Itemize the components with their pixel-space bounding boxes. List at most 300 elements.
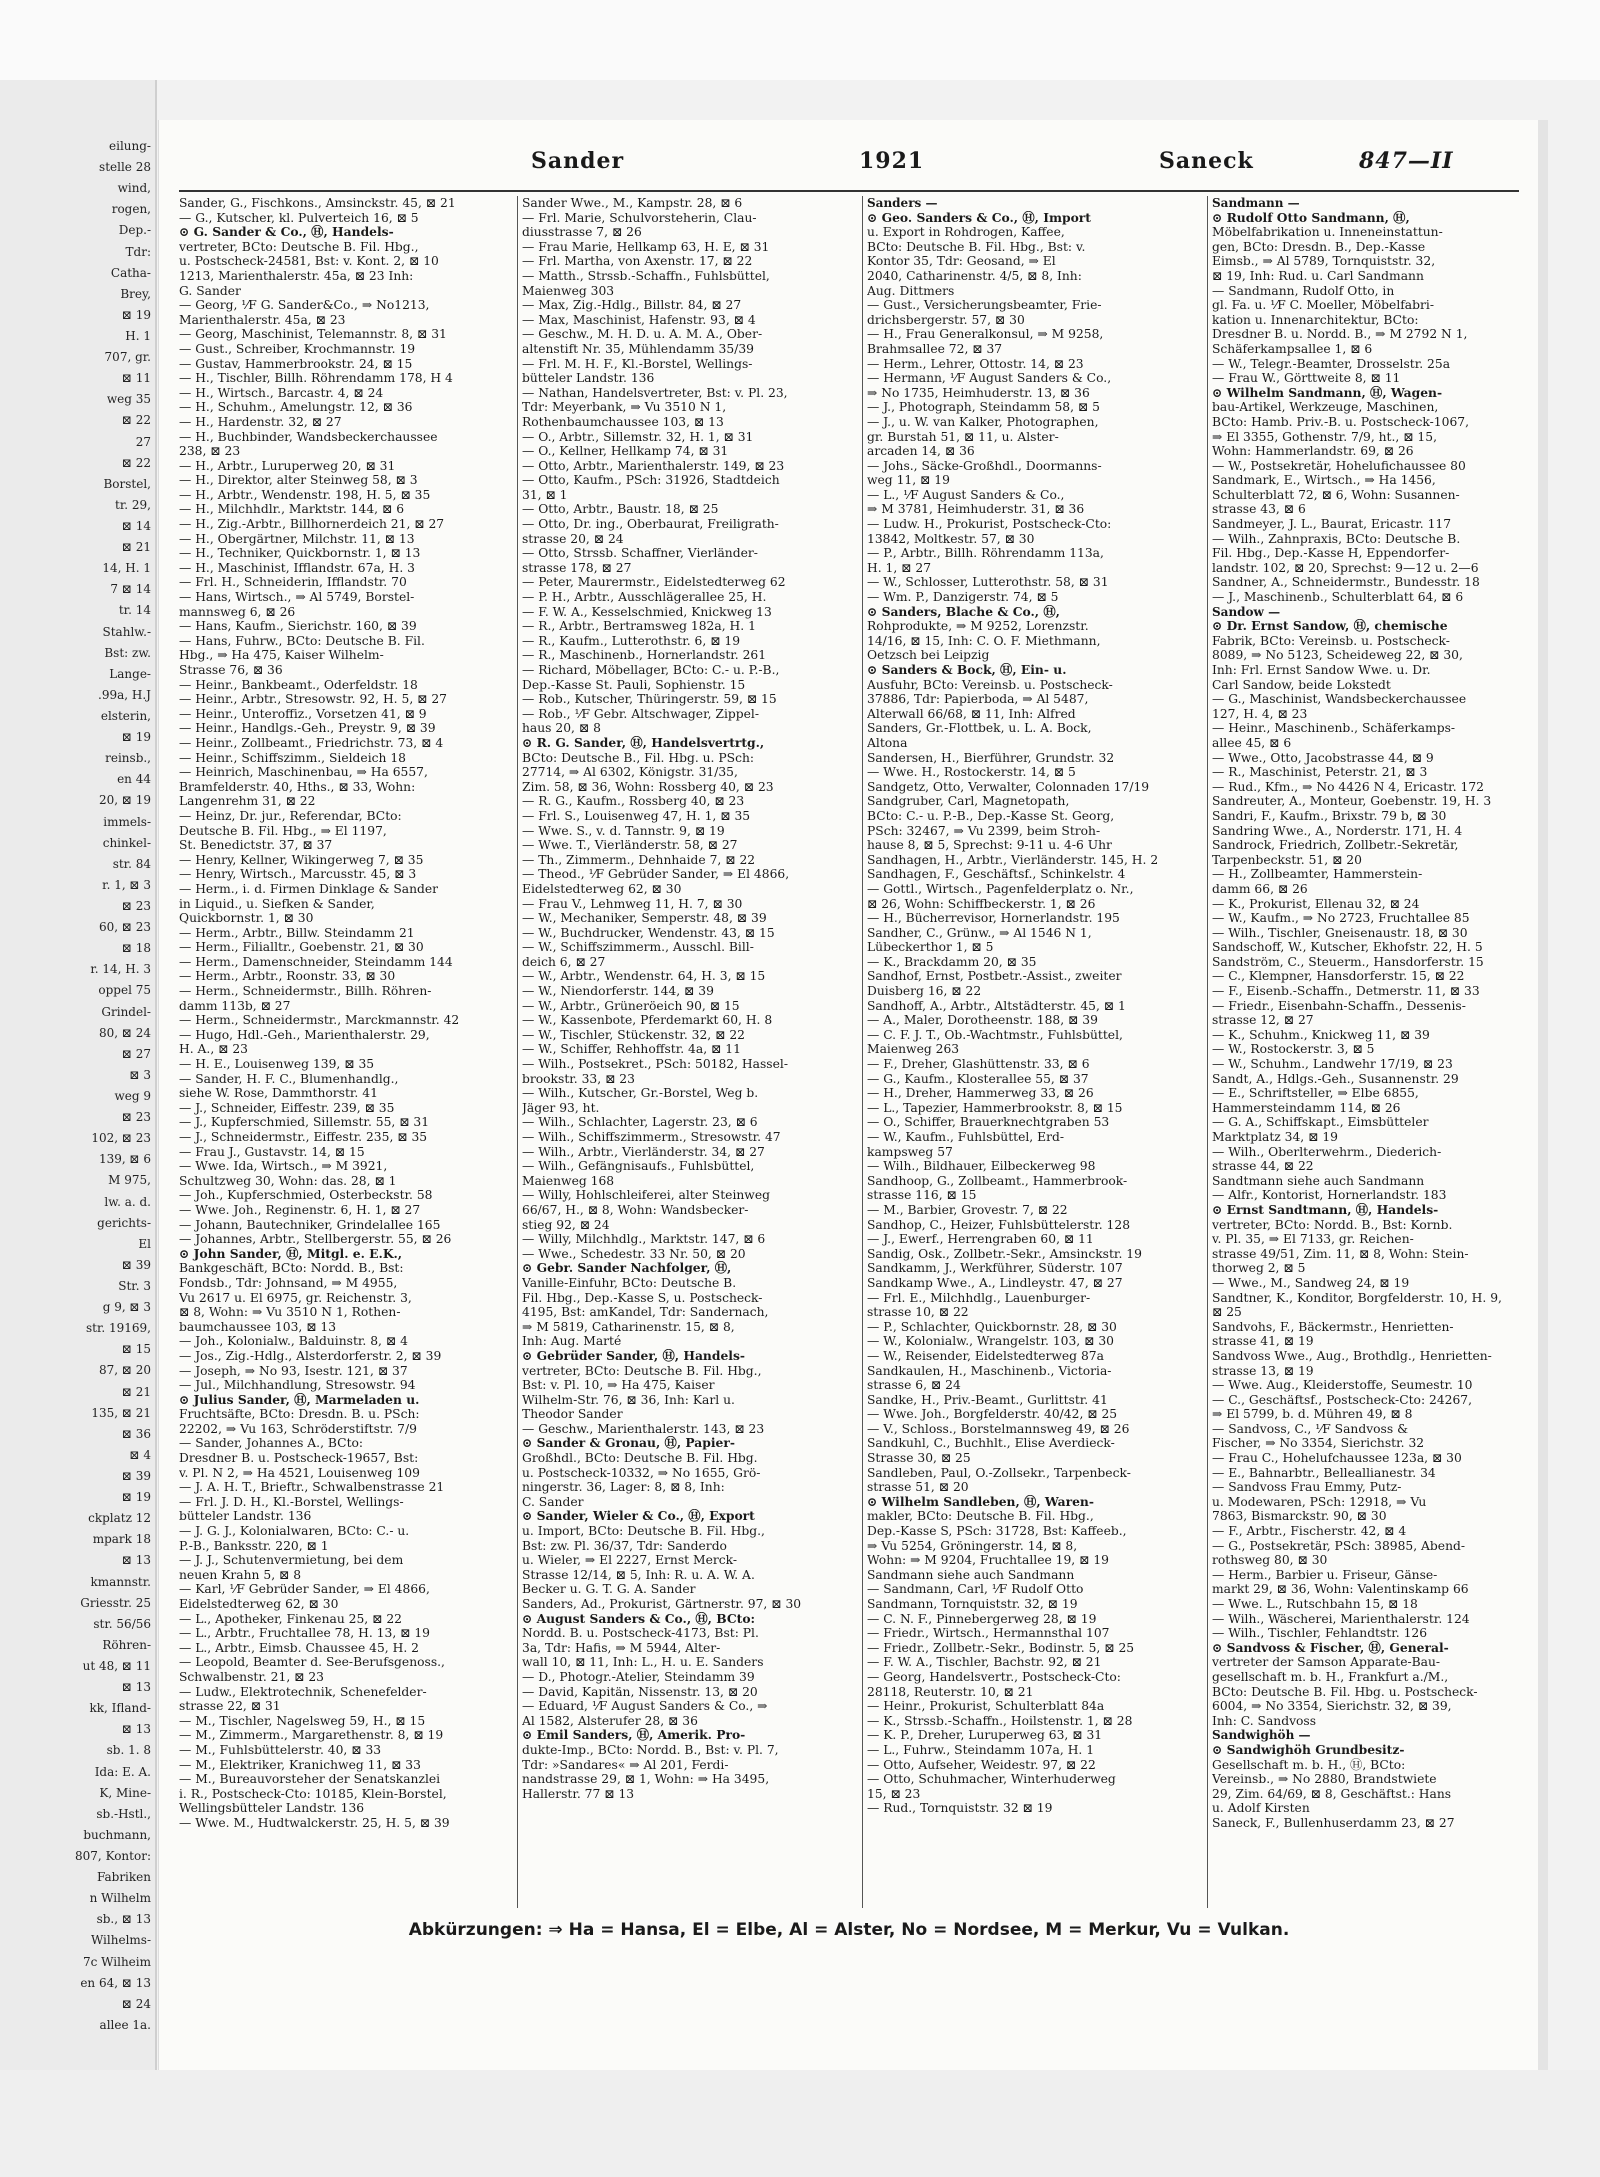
directory-entry-line: Jäger 93, ht. [522,1100,600,1115]
directory-entry-line: — H., Dreher, Hammerweg 33, ⊠ 26 [867,1086,1094,1101]
directory-entry-line: makler, BCto: Deutsche B. Fil. Hbg., [867,1509,1094,1524]
directory-entry-line: — Wwe. M., Hudtwalckerstr. 25, H. 5, ⊠ 39 [179,1815,450,1830]
header-rule [179,190,1519,192]
facing-page-text: ⊠ 22 [121,413,151,428]
directory-entry-line: PSch: 32467, ⇒ Vu 2399, beim Stroh- [867,823,1101,838]
directory-entry-line: u. Postscheck-24581, Bst: v. Kont. 2, ⊠ 10 [179,254,439,269]
directory-entry-line: Saneck, F., Bullenhuserdamm 23, ⊠ 27 [1212,1815,1455,1830]
directory-entry-line: drichsbergerstr. 57, ⊠ 30 [867,312,1025,327]
directory-entry-line: — W., Arbtr., Wendenstr. 64, H. 3, ⊠ 15 [522,969,766,984]
directory-entry-line: Sandleben, Paul, O.-Zollsekr., Tarpenbeck- [867,1465,1131,1480]
directory-entry-line: — M., Tischler, Nagelsweg 59, H., ⊠ 15 [179,1713,426,1728]
directory-entry-line: Al 1582, Alsterufer 28, ⊠ 36 [522,1713,698,1728]
directory-entry-line: — Wilh., Tischler, Gneisenaustr. 18, ⊠ 30 [1212,925,1468,940]
directory-entry-line: — G., Maschinist, Wandsbeckerchaussee [1212,692,1467,707]
directory-entry-line: Sandtner, K., Konditor, Borgfelderstr. 10, H. 9, [1212,1290,1502,1305]
directory-entry-line: — Gust., Versicherungsbeamter, Frie- [867,298,1102,313]
directory-entry-line: — Herm., Damenschneider, Steindamm 144 [179,954,453,969]
directory-entry-line: ⊠ 8, Wohn: ⇒ Vu 3510 N 1, Rothen- [179,1305,401,1320]
directory-entry-line: Hammersteindamm 114, ⊠ 26 [1212,1100,1401,1115]
directory-entry-line: Inh: Frl. Ernst Sandow Wwe. u. Dr. [1212,663,1431,677]
directory-entry-line: H. A., ⊠ 23 [179,1042,249,1057]
directory-entry-line: strasse 41, ⊠ 19 [1212,1334,1314,1349]
directory-entry-line: — Wilh., Oberlterwehrm., Diederich- [1212,1144,1442,1159]
directory-entry-line: — Nathan, Handelsvertreter, Bst: v. Pl. 23, [522,385,788,400]
directory-entry-line: Sandig, Osk., Zollbetr.-Sekr., Amsinckstr. 19 [867,1246,1142,1261]
directory-entry-line: Sandgetz, Otto, Verwalter, Colonnaden 17/19 [867,779,1150,794]
directory-entry-line: — Theod., ⅟F Gebrüder Sander, ⇒ El 4866, [522,867,790,882]
directory-entry-line: — Wilh., Schlachter, Lagerstr. 23, ⊠ 6 [522,1115,758,1130]
directory-entry-line: rothsweg 80, ⊠ 30 [1212,1553,1328,1568]
directory-entry-line: u. Export in Rohdrogen, Kaffee, [867,225,1065,240]
directory-entry-line: — F., Dreher, Glashüttenstr. 33, ⊠ 6 [867,1057,1090,1072]
directory-entry-line: Rothenbaumchaussee 103, ⊠ 13 [522,414,724,429]
directory-entry-line: — H., Zollbeamter, Hammerstein- [1212,867,1423,882]
directory-entry-line: Sandt, A., Hdlgs.-Geh., Susannenstr. 29 [1212,1071,1459,1086]
directory-entry-line: Strasse 12/14, ⊠ 5, Inh: R. u. A. W. A. [522,1567,755,1582]
directory-entry-line: — C., Geschäftsf., Postscheck-Cto: 24267, [1212,1392,1473,1407]
directory-entry-line: ⊠ 26, Wohn: Schiffbeckerstr. 1, ⊠ 26 [867,896,1096,911]
directory-entry-line: 31, ⊠ 1 [522,487,568,502]
directory-entry-line: — Heinrich, Maschinenbau, ⇒ Ha 6557, [179,765,428,780]
directory-entry-line: strasse 49/51, Zim. 11, ⊠ 8, Wohn: Stein- [1212,1246,1469,1261]
facing-page-text: Dep.- [118,223,151,238]
directory-entry-line: — Georg, Handelsvertr., Postscheck-Cto: [867,1669,1121,1684]
directory-entry-line: Bst: v. Pl. 10, ⇒ Ha 475, Kaiser [522,1378,715,1393]
directory-entry-line: — Wwe. Joh., Borgfelderstr. 40/42, ⊠ 25 [867,1407,1118,1422]
directory-entry-line: — Friedr., Zollbetr.-Sekr., Bodinstr. 5, ⊠ 25 [867,1640,1135,1655]
directory-entry-line: 28118, Reuterstr. 10, ⊠ 21 [867,1684,1034,1699]
directory-entry-line: 13842, Moltkestr. 57, ⊠ 30 [867,531,1035,546]
directory-entry-line: — W., Kolonialw., Wrangelstr. 103, ⊠ 30 [867,1334,1114,1349]
directory-entry-line: strasse 116, ⊠ 15 [867,1188,977,1203]
directory-entry-line: — Heinr., Arbtr., Stresowstr. 92, H. 5, ⊠ 27 [179,692,448,707]
facing-page-text: ⊠ 13 [121,1722,151,1737]
column-2 [522,196,858,1906]
directory-entry-line: — H., Hardenstr. 32, ⊠ 27 [179,414,342,429]
directory-entry-line: nandstrasse 29, ⊠ 1, Wohn: ⇒ Ha 3495, [522,1772,770,1787]
directory-entry-line: Rohprodukte, ⇒ M 9252, Lorenzstr. [867,619,1089,634]
directory-entry-line: — Wm. P., Danzigerstr. 74, ⊠ 5 [867,590,1059,605]
directory-entry-line: — Henry, Kellner, Wikingerweg 7, ⊠ 35 [179,852,424,867]
directory-entry-line: wall 10, ⊠ 11, Inh: L., H. u. E. Sanders [522,1655,764,1670]
directory-entry-line: — Herm., Barbier u. Friseur, Gänse- [1212,1567,1438,1582]
directory-entry-line: Sandher, C., Grünw., ⇒ Al 1546 N 1, [867,925,1092,940]
directory-entry-line: Dep.-Kasse St. Pauli, Sophienstr. 15 [522,677,746,692]
directory-entry-line: — Richard, Möbellager, BCto: C.- u. P.-B., [522,663,780,677]
facing-page-text: El [138,1236,151,1251]
directory-entry-line: u. Modewaren, PSch: 12918, ⇒ Vu [1212,1494,1427,1509]
directory-entry-line: — Sandvoss, C., ⅟F Sandvoss & [1212,1421,1409,1436]
directory-entry-line: Fondsb., Tdr: Johnsand, ⇒ M 4955, [179,1275,398,1290]
directory-entry-line: landstr. 102, ⊠ 20, Sprechst: 9—12 u. 2—6 [1212,560,1479,575]
directory-entry-line: — Johann, Bautechniker, Grindelallee 165 [179,1217,441,1232]
directory-entry-line: kampsweg 57 [867,1144,953,1159]
directory-entry-line: 3a, Tdr: Hafis, ⇒ M 5944, Alter- [522,1640,721,1655]
facing-page-text: g 9, ⊠ 3 [102,1300,151,1315]
directory-entry-line: — W., Arbtr., Grüneröeich 90, ⊠ 15 [522,998,740,1013]
directory-entry-line: Sandtmann siehe auch Sandmann [1212,1173,1425,1188]
directory-entry-line: — E., Bahnarbtr., Belleallianestr. 34 [1212,1465,1436,1480]
directory-entry-line: — W., Reisender, Eidelstedterweg 87a [867,1348,1104,1363]
facing-page-text: Wilhelms- [90,1933,151,1948]
column-4 [1212,196,1548,1906]
directory-entry-line: Bankgeschäft, BCto: Nordd. B., Bst: [179,1261,404,1276]
directory-entry-line: strasse 51, ⊠ 20 [867,1480,969,1495]
directory-entry-line: — L., ⅟F August Sanders & Co., [867,487,1065,502]
directory-entry-line: — Wwe., Schedestr. 33 Nr. 50, ⊠ 20 [522,1246,746,1261]
scan-bottom-margin [0,2070,1600,2177]
facing-page-text: ⊠ 15 [121,1342,151,1357]
directory-entry-line: Maienweg 263 [867,1042,960,1057]
page-header [159,148,1539,178]
directory-entry-line: — Max, Maschinist, Hafenstr. 93, ⊠ 4 [522,312,756,327]
facing-page-text: kk, Ifland- [89,1701,151,1716]
scan-top-margin [0,0,1600,80]
facing-page-text: reinsb., [105,751,151,766]
directory-entry-line: strasse 178, ⊠ 27 [522,560,632,575]
directory-entry-line: — Frl. Marie, Schulvorsteherin, Clau- [522,210,757,225]
directory-entry-line: strasse 13, ⊠ 19 [1212,1363,1314,1378]
directory-entry-line: — Herm., Lehrer, Ottostr. 14, ⊠ 23 [867,356,1084,371]
directory-entry-line: — Hans, Kaufm., Sierichstr. 160, ⊠ 39 [179,619,417,634]
directory-entry-line: Tdr: »Sandares« ⇒ Al 201, Ferdi- [522,1757,729,1772]
directory-entry-line: — O., Arbtr., Sillemstr. 32, H. 1, ⊠ 31 [522,429,754,444]
directory-entry-line: — J. J., Schutenvermietung, bei dem [179,1553,404,1568]
directory-entry-line: — J. G. J., Kolonialwaren, BCto: C.- u. [179,1524,410,1539]
directory-entry-line: — Frl. Martha, von Axenstr. 17, ⊠ 22 [522,254,753,269]
directory-entry-line: — Hermann, ⅟F August Sanders & Co., [867,371,1112,386]
directory-entry-line: — Wwe., Otto, Jacobstrasse 44, ⊠ 9 [1212,750,1434,765]
header-year: 1921 [859,148,925,174]
directory-entry-line: Eimsb., ⇒ Al 5789, Tornquiststr. 32, [1212,254,1436,269]
directory-entry-line: in Liquid., u. Siefken & Sander, [179,896,375,911]
directory-entry-line: ⊙ Wilhelm Sandmann, Ⓗ, Wagen- [1212,385,1443,400]
directory-entry-line: — Matth., Strssb.-Schaffn., Fuhlsbüttel, [522,268,770,283]
directory-entry-line: Sandhoff, A., Arbtr., Altstädterstr. 45, ⊠ 1 [867,998,1126,1013]
directory-entry-line: — Otto, Dr. ing., Oberbaurat, Freiligrath- [522,517,779,532]
directory-entry-line: — G., Kutscher, kl. Pulverteich 16, ⊠ 5 [179,210,419,225]
directory-entry-line: — Frl. H., Schneiderin, Ifflandstr. 70 [179,575,407,590]
directory-entry-line: — P., Schlachter, Quickbornstr. 28, ⊠ 30 [867,1319,1117,1334]
directory-entry-line: — Sandmann, Carl, ⅟F Rudolf Otto [867,1582,1084,1597]
directory-entry-line: — Heinr., Bankbeamt., Oderfeldstr. 18 [179,677,418,692]
directory-entry-line: Sandmark, E., Wirtsch., ⇒ Ha 1456, [1212,473,1436,488]
directory-entry-line: — Max, Zig.-Hdlg., Billstr. 84, ⊠ 27 [522,298,742,313]
directory-entry-line: — Wwe. T., Vierländerstr. 58, ⊠ 27 [522,838,738,853]
directory-entry-line: — L., Arbtr., Fruchtallee 78, H. 13, ⊠ 19 [179,1626,430,1641]
directory-entry-line: Sander Wwe., M., Kampstr. 28, ⊠ 6 [522,196,743,210]
directory-entry-line: — K., Schuhm., Knickweg 11, ⊠ 39 [1212,1027,1430,1042]
directory-entry-line: — Otto, Strssb. Schaffner, Vierländer- [522,546,758,561]
facing-page-text: ⊠ 23 [121,1110,151,1125]
directory-entry-line: — L., Arbtr., Eimsb. Chaussee 45, H. 2 [179,1640,419,1655]
directory-entry-line: — W., Rostockerstr. 3, ⊠ 5 [1212,1042,1375,1057]
directory-entry-line: Sandreuter, A., Monteur, Goebenstr. 19, H. 3 [1212,794,1492,809]
directory-entry-line: Zim. 58, ⊠ 36, Wohn: Rossberg 40, ⊠ 23 [522,779,774,794]
directory-entry-line: C. Sander [522,1494,584,1509]
facing-page-text: ⊠ 23 [121,899,151,913]
directory-entry-line: — H., Direktor, alter Steinweg 58, ⊠ 3 [179,473,418,488]
column-divider [517,196,518,1908]
directory-entry-line: Vanille-Einfuhr, BCto: Deutsche B. [522,1275,737,1290]
facing-page-text: 7 ⊠ 14 [110,582,151,597]
directory-entry-line: — Jul., Milchhandlung, Stresowstr. 94 [179,1378,416,1393]
directory-entry-line: Sandhop, C., Heizer, Fuhlsbüttelerstr. 128 [867,1217,1131,1232]
directory-entry-line: — Frl. E., Milchhdlg., Lauenburger- [867,1290,1091,1305]
directory-entry-line: ningerstr. 36, Lager: 8, ⊠ 8, Inh: [522,1480,725,1495]
directory-entry-line: Fil. Hbg., Dep.-Kasse H, Eppendorfer- [1212,546,1450,561]
directory-entry-line: — Henry, Wirtsch., Marcusstr. 45, ⊠ 3 [179,867,417,882]
directory-entry-line: dukte-Imp., BCto: Nordd. B., Bst: v. Pl. 7, [522,1742,779,1757]
directory-entry-line: Schultzweg 30, Wohn: das. 28, ⊠ 1 [179,1173,397,1188]
directory-entry-line: diusstrasse 7, ⊠ 26 [522,225,642,240]
facing-page-text: rogen, [111,202,151,217]
directory-entry-line: Eidelstedterweg 62, ⊠ 30 [522,881,682,896]
facing-page-text: Str. 3 [118,1279,151,1293]
facing-page-text: stelle 28 [99,160,151,175]
directory-entry-line: vertreter, BCto: Deutsche B. Fil. Hbg., [522,1363,762,1378]
directory-entry-line: Fil. Hbg., Dep.-Kasse S, u. Postscheck- [522,1290,763,1305]
directory-entry-line: — P. H., Arbtr., Ausschlägerallee 25, H. [522,590,767,605]
directory-entry-line: — Heinr., Maschinenb., Schäferkamps- [1212,721,1456,736]
facing-page-text: elsterin, [100,709,151,723]
directory-entry-line: bütteler Landstr. 136 [179,1509,312,1524]
directory-entry-line: weg 11, ⊠ 19 [867,473,950,488]
directory-entry-line: — Georg, ⅟F G. Sander&Co., ⇒ No1213, [179,298,430,313]
column-divider [1207,196,1208,1908]
abbreviations-footer: Abkürzungen: ⇒ Ha = Hansa, El = Elbe, Al = Alster, No = Nordsee, M = Merkur, Vu = Vulkan. [408,1920,1290,1940]
directory-entry-line: — W., Kaufm., Fuhlsbüttel, Erd- [867,1130,1064,1144]
facing-page-text: .99a, H.J [98,687,151,702]
directory-entry-line: Tdr: Meyerbank, ⇒ Vu 3510 N 1, [522,400,727,415]
directory-entry-line: — Sander, Johannes A., BCto: [179,1436,364,1451]
directory-entry-line: v. Pl. N 2, ⇒ Ha 4521, Louisenweg 109 [179,1465,420,1480]
directory-entry-line: damm 113b, ⊠ 27 [179,998,291,1013]
directory-entry-line: — C., Klempner, Hansdorferstr. 15, ⊠ 22 [1212,969,1465,984]
directory-entry-line: — W., Schiffszimmerm., Ausschl. Bill- [522,940,754,955]
directory-entry-line: u. Wieler, ⇒ El 2227, Ernst Merck- [522,1553,738,1568]
directory-entry-line: Sanders, Gr.-Flottbek, u. L. A. Bock, [867,721,1092,736]
facing-page-text: r. 1, ⊠ 3 [102,877,151,892]
facing-page-text: 807, Kontor: [75,1849,151,1863]
directory-entry-line: — H., Maschinist, Ifflandstr. 67a, H. 3 [179,560,415,575]
facing-page-text: 102, ⊠ 23 [91,1131,151,1146]
directory-entry-line: — Frau J., Gustavstr. 14, ⊠ 15 [179,1144,365,1159]
facing-page-text: 135, ⊠ 21 [91,1405,151,1420]
directory-entry-line: — Wilh., Tischler, Fehlandtstr. 126 [1212,1626,1428,1641]
directory-entry-line: 238, ⊠ 23 [179,444,241,459]
directory-entry-line: — Heinr., Zollbeamt., Friedrichstr. 73, ⊠ 4 [179,735,444,750]
directory-entry-line: Inh: Aug. Marté [522,1334,622,1349]
directory-entry-line: Sandkaulen, H., Maschinenb., Victoria- [867,1363,1112,1378]
directory-entry-line: Nordd. B. u. Postscheck-4173, Bst: Pl. [522,1626,759,1641]
facing-page-text: sb. 1. 8 [106,1743,151,1758]
directory-entry-line: Großhdl., BCto: Deutsche B. Fil. Hbg. [522,1451,758,1466]
facing-page-text: ⊠ 21 [121,1384,151,1399]
directory-entry-line: — Frau W., Görttweite 8, ⊠ 11 [1212,371,1401,386]
directory-entry-line: — R., Maschinenb., Hornerlandstr. 261 [522,648,767,663]
directory-entry-line: — Wwe., M., Sandweg 24, ⊠ 19 [1212,1275,1410,1290]
facing-page-text: ⊠ 39 [121,1469,151,1483]
directory-entry-line: — Wilh., Wäscherei, Marienthalerstr. 124 [1212,1611,1470,1626]
directory-entry-line: mannsweg 6, ⊠ 26 [179,604,296,619]
facing-page-text: ckplatz 12 [88,1511,151,1526]
directory-entry-line: — A., Maler, Dorotheenstr. 188, ⊠ 39 [867,1013,1098,1028]
directory-entry-line: — H., Obergärtner, Milchstr. 11, ⊠ 13 [179,531,415,546]
facing-page-text: gerichts- [97,1215,151,1230]
directory-entry-line: — M., Barbier, Grovestr. 7, ⊠ 22 [867,1202,1068,1217]
directory-entry-line: brookstr. 33, ⊠ 23 [522,1071,635,1086]
facing-page-text: Röhren- [102,1637,151,1652]
directory-entry-line: Kontor 35, Tdr: Geosand, ⇒ El [867,254,1056,269]
directory-entry-line: Sandhoop, G., Zollbeamt., Hammerbrook- [867,1173,1128,1188]
directory-entry-line: haus 20, ⊠ 8 [522,721,601,736]
directory-entry-line: — D., Photogr.-Atelier, Steindamm 39 [522,1669,755,1684]
facing-page-text: 139, ⊠ 6 [98,1152,151,1167]
directory-entry-line: — Frl. S., Louisenweg 47, H. 1, ⊠ 35 [522,808,751,823]
directory-entry-line: — Otto, Kaufm., PSch: 31926, Stadtdeich [522,473,780,488]
facing-page-text: 7c Wilheim [82,1954,151,1969]
directory-entry-line: — C. N. F., Pinnebergerweg 28, ⊠ 19 [867,1611,1097,1626]
facing-page-text: Lange- [109,666,151,681]
directory-entry-line: — Frau C., Hohelufchaussee 123a, ⊠ 30 [1212,1451,1462,1466]
directory-entry-line: — Johs., Säcke-Großhdl., Doormanns- [867,458,1102,473]
directory-entry-line: 4195, Bst: amKandel, Tdr: Sandernach, [522,1305,769,1320]
directory-entry-line: — Sandmann, Rudolf Otto, in [1212,283,1395,298]
directory-entry-line: BCto: Deutsche B. Fil. Hbg., Bst: v. [867,239,1086,254]
directory-entry-line: — W., Postsekretär, Hohelufichaussee 80 [1212,458,1466,473]
directory-entry-line: — W., Niendorferstr. 144, ⊠ 39 [522,984,714,999]
directory-entry-line: Sandgruber, Carl, Magnetopath, [867,794,1070,809]
directory-entry-line: — Geschw., M. H. D. u. A. M. A., Ober- [522,327,763,342]
directory-entry-line: Theodor Sander [522,1407,623,1422]
directory-entry-line: — Wilh., Kutscher, Gr.-Borstel, Weg b. [522,1086,759,1101]
facing-page-text: str. 56/56 [93,1616,151,1631]
facing-page-edge [0,80,157,2177]
directory-entry-line: 27714, ⇒ Al 6302, Königstr. 31/35, [522,765,738,780]
directory-entry-line: Carl Sandow, beide Lokstedt [1212,677,1391,692]
directory-entry-line: Dresdner B. u. Nordd. B., ⇒ M 2792 N 1, [1212,327,1468,342]
facing-page-text: eilung- [109,139,151,153]
directory-entry-line: 22202, ⇒ Vu 163, Schröderstiftstr. 7/9 [179,1421,417,1436]
directory-entry-line: 2040, Catharinenstr. 4/5, ⊠ 8, Inh: [867,268,1082,283]
facing-page-text: ⊠ 11 [121,371,151,386]
directory-page [158,120,1539,2070]
directory-entry-line: Vereinsb., ⇒ No 2880, Brandstwiete [1212,1772,1437,1787]
directory-entry-line: — Gust., Schreiber, Krochmannstr. 19 [179,341,416,356]
directory-entry-line: 29, Zim. 64/69, ⊠ 8, Geschäftst.: Hans [1212,1786,1452,1801]
facing-page-text: chinkel- [102,835,151,850]
directory-entry-line: — M., Bureauvorsteher der Senatskanzlei [179,1772,441,1787]
facing-page-text: mpark 18 [92,1532,151,1547]
directory-entry-line: Möbelfabrikation u. Inneneinstattun- [1212,225,1443,240]
directory-entry-line: G. Sander [179,283,241,298]
directory-entry-line: — L., Fuhrw., Steindamm 107a, H. 1 [867,1742,1095,1757]
directory-entry-line: Sandmann — [1212,196,1300,210]
directory-entry-line: — Peter, Maurermstr., Eidelstedterweg 62 [522,575,786,590]
directory-entry-line: gr. Burstah 51, ⊠ 11, u. Alster- [867,429,1059,444]
directory-entry-line: — V., Schloss., Borstelmannsweg 49, ⊠ 26 [867,1421,1130,1436]
directory-entry-line: ⇒ M 3781, Heimhuderstr. 31, ⊠ 36 [867,502,1085,517]
directory-entry-line: Fischer, ⇒ No 3354, Sierichstr. 32 [1212,1436,1425,1451]
directory-entry-line: Vu 2617 u. El 6975, gr. Reichenstr. 3, [179,1290,412,1305]
directory-entry-line: — W., Mechaniker, Semperstr. 48, ⊠ 39 [522,911,767,926]
directory-entry-line: — Alfr., Kontorist, Hornerlandstr. 183 [1212,1188,1447,1203]
directory-entry-line: 8089, ⇒ No 5123, Scheideweg 22, ⊠ 30, [1212,648,1463,663]
directory-entry-line: — J., Schneider, Eiffestr. 239, ⊠ 35 [179,1100,395,1115]
directory-entry-line: — Gustav, Hammerbrookstr. 24, ⊠ 15 [179,356,413,371]
directory-entry-line: Sanders — [867,196,938,210]
facing-page-text: Stahlw.- [102,624,151,639]
directory-entry-line: — Wilh., Bildhauer, Eilbeckerweg 98 [867,1159,1096,1174]
directory-entry-line: Sandring Wwe., A., Norderstr. 171, H. 4 [1212,823,1463,838]
directory-entry-line: — Herm., Schneidermstr., Billh. Röhren- [179,984,432,999]
directory-entry-line: — Ludw. H., Prokurist, Postscheck-Cto: [867,517,1112,532]
directory-entry-line: — R., Maschinist, Peterstr. 21, ⊠ 3 [1212,765,1428,780]
directory-entry-line: — Heinr., Prokurist, Schulterblatt 84a [867,1699,1105,1714]
directory-entry-line: strasse 43, ⊠ 6 [1212,502,1306,517]
directory-entry-line: Aug. Dittmers [867,283,955,298]
page-edge-shadow [1538,120,1548,2070]
facing-page-text: oppel 75 [98,983,151,998]
facing-page-text: ⊠ 19 [121,307,151,322]
directory-entry-line: — Sandvoss Frau Emmy, Putz- [1212,1480,1402,1495]
directory-entry-line: — J., Maschinenb., Schulterblatt 64, ⊠ 6 [1212,590,1464,605]
directory-entry-line: Quickbornstr. 1, ⊠ 30 [179,911,314,926]
directory-entry-line: baumchaussee 103, ⊠ 13 [179,1319,337,1334]
facing-page-text: Catha- [110,265,151,280]
directory-entry-line: ⊙ Sandwighöh Grundbesitz- [1212,1742,1405,1757]
directory-entry-line: — Rob., ⅟F Gebr. Altschwager, Zippel- [522,706,760,721]
directory-entry-line: Bramfelderstr. 40, Hths., ⊠ 33, Wohn: [179,779,416,794]
directory-entry-line: strasse 20, ⊠ 24 [522,531,624,546]
directory-entry-line: — Heinz, Dr. jur., Referendar, BCto: [179,808,402,823]
directory-entry-line: Fabrik, BCto: Vereinsb. u. Postscheck- [1212,633,1450,648]
directory-entry-line: — Wwe. Aug., Kleiderstoffe, Seumestr. 10 [1212,1378,1473,1393]
directory-entry-line: — K., Brackdamm 20, ⊠ 35 [867,954,1037,969]
directory-entry-line: BCto: C.- u. P.-B., Dep.-Kasse St. Georg, [867,808,1115,823]
facing-page-text: H. 1 [125,329,151,343]
directory-entry-line: Dep.-Kasse S, PSch: 31728, Bst: Kaffeeb., [867,1524,1127,1539]
facing-page-text: weg 9 [114,1089,151,1103]
directory-entry-line: ⊙ Rudolf Otto Sandmann, Ⓗ, [1212,210,1410,225]
directory-entry-line: Marienthalerstr. 45a, ⊠ 23 [179,312,346,327]
directory-entry-line: Sandkamm, J., Werkführer, Süderstr. 107 [867,1261,1123,1276]
facing-page-text: Griesstr. 25 [80,1595,151,1610]
facing-page-text: ⊠ 19 [121,730,151,745]
directory-entry-line: Altona [867,735,908,750]
directory-entry-line: — H., Techniker, Quickbornstr. 1, ⊠ 13 [179,546,421,561]
directory-entry-line: — H., Schuhm., Amelungstr. 12, ⊠ 36 [179,400,413,415]
directory-entry-line: BCto: Deutsche B. Fil. Hbg. u. Postscheck- [1212,1684,1478,1699]
directory-entry-line: Sandhof, Ernst, Postbetr.-Assist., zweiter [867,969,1122,984]
directory-entry-line: ⊙ Gebrüder Sander, Ⓗ, Handels- [522,1348,745,1363]
directory-entry-line: stieg 92, ⊠ 24 [522,1217,610,1232]
directory-entry-line: ⊙ Sander & Gronau, Ⓗ, Papier- [522,1436,735,1451]
directory-entry-line: — Herm., Arbtr., Roonstr. 33, ⊠ 30 [179,969,396,984]
directory-entry-line: ⊙ Sanders & Bock, Ⓗ, Ein- u. [867,663,1067,677]
directory-entry-line: — Otto, Schuhmacher, Winterhuderweg [867,1772,1116,1787]
directory-entry-line: Sandke, H., Priv.-Beamt., Gurlittstr. 41 [867,1392,1108,1407]
directory-entry-line: — Frau Marie, Hellkamp 63, H. E, ⊠ 31 [522,239,770,254]
directory-entry-line: Sandmann siehe auch Sandmann [867,1567,1075,1582]
directory-entry-line: Sandkuhl, C., Buchhlt., Elise Averdieck- [867,1436,1115,1451]
directory-entry-line: — R. G., Kaufm., Rossberg 40, ⊠ 23 [522,794,745,809]
directory-entry-line: — Herm., i. d. Firmen Dinklage & Sander [179,881,439,896]
directory-entry-line: 127, H. 4, ⊠ 23 [1212,706,1308,721]
directory-entry-line: — Ludw., Elektrotechnik, Schenefelder- [179,1684,427,1699]
